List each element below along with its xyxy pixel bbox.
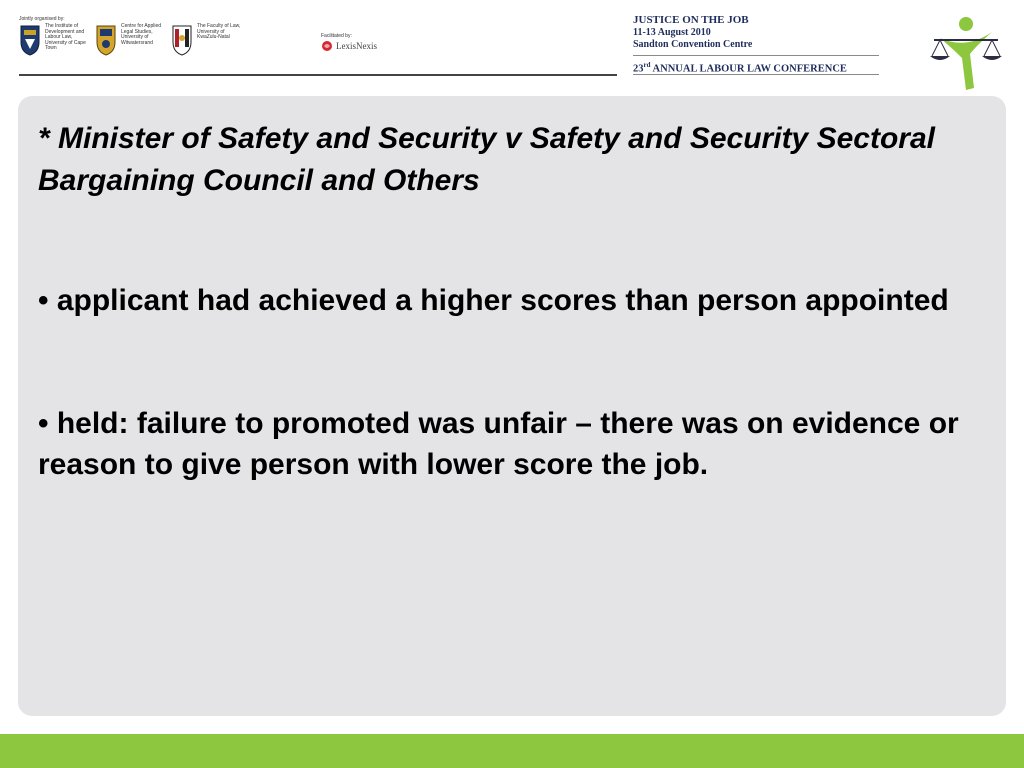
partner-wits-label: Centre for Applied Legal Studies, University of Witwatersrand	[121, 23, 162, 46]
slide-header	[0, 0, 1024, 92]
footer-bar	[0, 734, 1024, 768]
case-title: * Minister of Safety and Security v Safety and Security Sectoral Bargaining Council and Others	[38, 122, 935, 197]
partner-wits	[95, 24, 169, 56]
wits-crest-icon	[95, 24, 117, 56]
justice-scales-figure-icon	[926, 12, 1006, 92]
partner-uct	[19, 24, 93, 56]
facilitated-by-label: Facilitated by:	[321, 33, 352, 39]
bullet-point: • held: failure to promoted was unfair – there was on evidence or reason to give person with lower score the job.	[38, 407, 959, 481]
lexisnexis-icon	[321, 40, 333, 52]
conference-name-text: ANNUAL LABOUR LAW CONFERENCE	[652, 63, 847, 75]
partner-ukzn-label: The Faculty of Law, University of KwaZulu-Natal	[197, 23, 241, 40]
conference-ordinal-number: 23	[633, 63, 644, 75]
lexisnexis-label: LexisNexis	[336, 41, 377, 51]
conference-rule-top	[633, 55, 879, 56]
conference-title: JUSTICE ON THE JOB	[633, 14, 749, 26]
lexisnexis-logo	[321, 40, 377, 52]
organised-by-label: Jointly organised by:	[19, 16, 65, 22]
partner-ukzn	[171, 24, 245, 56]
bullet-point: • applicant had achieved a higher scores than person appointed	[38, 284, 949, 317]
conference-venue: Sandton Convention Centre	[633, 39, 753, 50]
conference-dates: 11-13 August 2010	[633, 27, 711, 38]
ukzn-crest-icon	[171, 24, 193, 56]
header-divider	[19, 74, 617, 76]
uct-crest-icon	[19, 24, 41, 56]
conference-rule-bottom	[633, 74, 879, 75]
partner-uct-label: The Institute of Development and Labour Law, University of Cape Town	[45, 23, 86, 51]
conference-ordinal-suffix: rd	[643, 61, 651, 69]
